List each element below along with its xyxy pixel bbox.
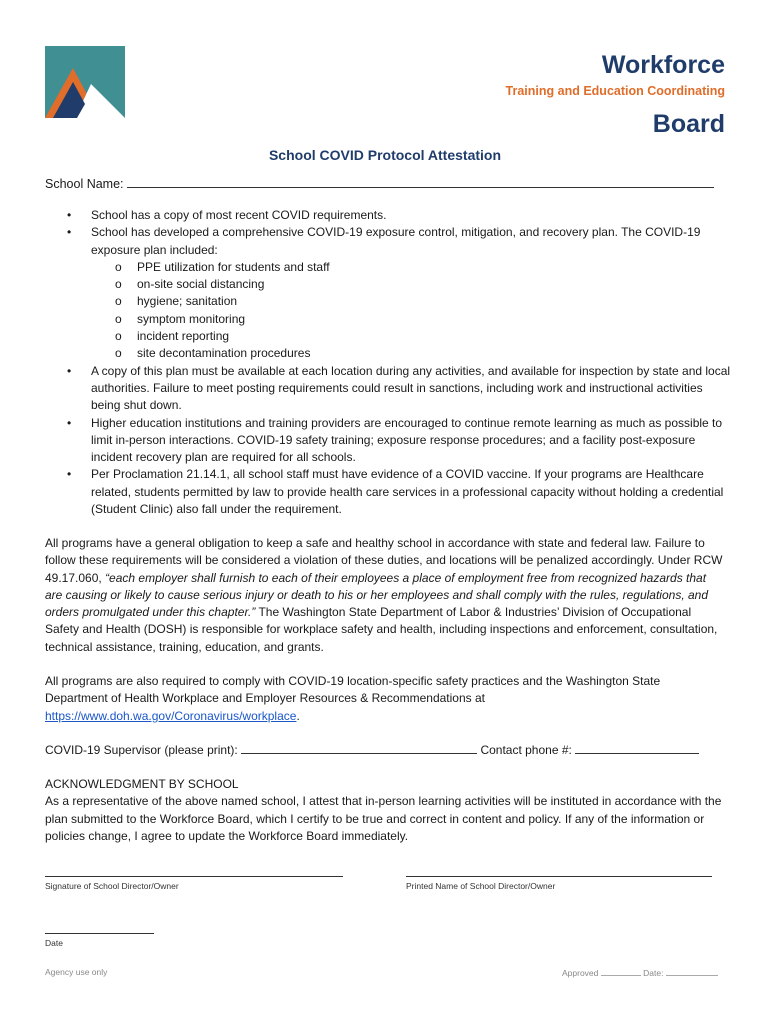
paragraph-text: All programs are also required to comply with COVID-19 location-specific safety practices and the Washington State Department of Health Workplace and Employer Resources & Recommendations at (45, 674, 661, 706)
sub-list-item (45, 345, 735, 362)
sub-list-item-text: on-site social distancing (137, 277, 265, 292)
requirements-list (45, 207, 735, 518)
supervisor-field[interactable] (241, 742, 477, 754)
sub-bullet-marker: o (115, 329, 122, 344)
acknowledgment-heading: ACKNOWLEDGMENT BY SCHOOL (45, 777, 239, 791)
sub-list-item-text: symptom monitoring (137, 311, 246, 326)
sub-bullet-marker: o (115, 259, 122, 274)
contact-phone-field[interactable] (575, 742, 699, 754)
sub-list-item (45, 311, 735, 328)
list-item (45, 207, 735, 224)
list-item-text: School has a copy of most recent COVID requirements. (91, 208, 387, 222)
bullet-marker: • (67, 363, 72, 378)
doh-workplace-link[interactable]: https://www.doh.wa.gov/Coronavirus/workplace (45, 708, 297, 723)
approval-date-field[interactable] (666, 967, 718, 976)
school-name-field[interactable] (127, 176, 714, 188)
sub-bullet-marker: o (115, 311, 122, 326)
sub-bullet-marker: o (115, 294, 122, 309)
bullet-marker: • (67, 415, 72, 430)
list-item-text: School has developed a comprehensive COVID-19 exposure control, mitigation, and recovery plan. The COVID-19 exposure plan included: (91, 225, 701, 257)
list-item (45, 363, 735, 415)
paragraph-text: . (296, 708, 300, 723)
brand-subtitle: Training and Education Coordinating (505, 84, 725, 98)
printed-name-field[interactable] (406, 876, 712, 877)
sub-list-item (45, 276, 735, 293)
bullet-marker: • (67, 208, 72, 222)
acknowledgment-text: As a representative of the above named school, I attest that in-person learning activities will be instituted in accordance with the plan submitted to the Workforce Board, which I certify to be true and correct in content and policy. If any of the information or policies change, I agree to update the Workforce Board immediately. (45, 794, 722, 843)
approved-field[interactable] (601, 967, 641, 976)
rcw-quote: “each employer shall furnish to each of their employees a place of employment free from recognized hazards that are causing or likely to cause serious injury or death to his or her employees and shall comply with the rules, regulations, and orders promulgated under this chapter.” (45, 570, 709, 620)
school-name-label: School Name: (45, 177, 124, 191)
agency-use-label: Agency use only (45, 967, 108, 977)
brand-workforce: Workforce (601, 51, 725, 79)
list-item (45, 224, 735, 259)
date-field[interactable] (45, 933, 154, 934)
list-item-text: Per Proclamation 21.14.1, all school staff must have evidence of a COVID vaccine. If your programs are Healthcare related, students permitted by law to provide health care services in a professional capacity without holding a credential (Student Clinic) also fall under the requirement. (91, 467, 724, 517)
list-item-text: Higher education institutions and training providers are encouraged to continue remote learning as much as possible to limit in-person interactions. COVID-19 safety training; exposure response procedures; and a facility post-exposure incident recovery plan are required for all schools. (91, 415, 723, 465)
supervisor-label: COVID-19 Supervisor (please print): (45, 743, 238, 757)
brand-board: Board (652, 110, 725, 138)
paragraph-text: The Washington State Department of Labor & Industries’ Division of Occupational Safety and Health (DOSH) is responsible for workplace safety and health, including inspections and enforcement, consultation, technical assistance, training, education, and grants. (45, 605, 718, 654)
bullet-marker: • (67, 467, 72, 482)
sub-list-item (45, 328, 735, 345)
supervisor-row (45, 742, 725, 759)
printed-name-label: Printed Name of School Director/Owner (406, 881, 556, 891)
list-item (45, 466, 735, 518)
sub-list-item (45, 259, 735, 276)
school-name-row (45, 176, 714, 191)
contact-phone-label: Contact phone #: (480, 743, 572, 757)
document-title: School COVID Protocol Attestation (268, 147, 502, 163)
approval-date-label: Date: (643, 968, 664, 978)
paragraph-text: All programs have a general obligation to keep a safe and healthy school in accordance with state and federal law. Failure to follow these requirements will be considered a violation of these duties, and locations will be penalized accordingly. Under RCW 49.17.060, (45, 536, 723, 585)
date-label: Date (45, 938, 63, 948)
sub-bullet-marker: o (115, 277, 122, 292)
approval-row (562, 967, 718, 978)
sub-bullet-marker: o (115, 346, 122, 361)
sub-list-item-text: hygiene; sanitation (137, 294, 238, 309)
approved-label: Approved (562, 968, 599, 978)
header-brand (506, 50, 725, 139)
bullet-marker: • (67, 225, 72, 240)
list-item-text: A copy of this plan must be available at each location during any activities, and available for inspection by state and local authorities. Failure to meet posting requirements could result in sanctions, including work and instructional activities being shut down. (91, 363, 731, 413)
list-item (45, 415, 735, 467)
signature-field[interactable] (45, 876, 343, 877)
sub-list-item-text: site decontamination procedures (137, 346, 311, 361)
workforce-board-logo (45, 46, 125, 118)
sub-list-item (45, 293, 735, 310)
signature-label: Signature of School Director/Owner (45, 881, 179, 891)
acknowledgment-section (45, 776, 725, 845)
sub-list-item-text: incident reporting (137, 329, 230, 344)
legal-obligation-paragraph (45, 535, 725, 656)
sub-list-item-text: PPE utilization for students and staff (137, 259, 330, 274)
compliance-paragraph (45, 673, 725, 725)
